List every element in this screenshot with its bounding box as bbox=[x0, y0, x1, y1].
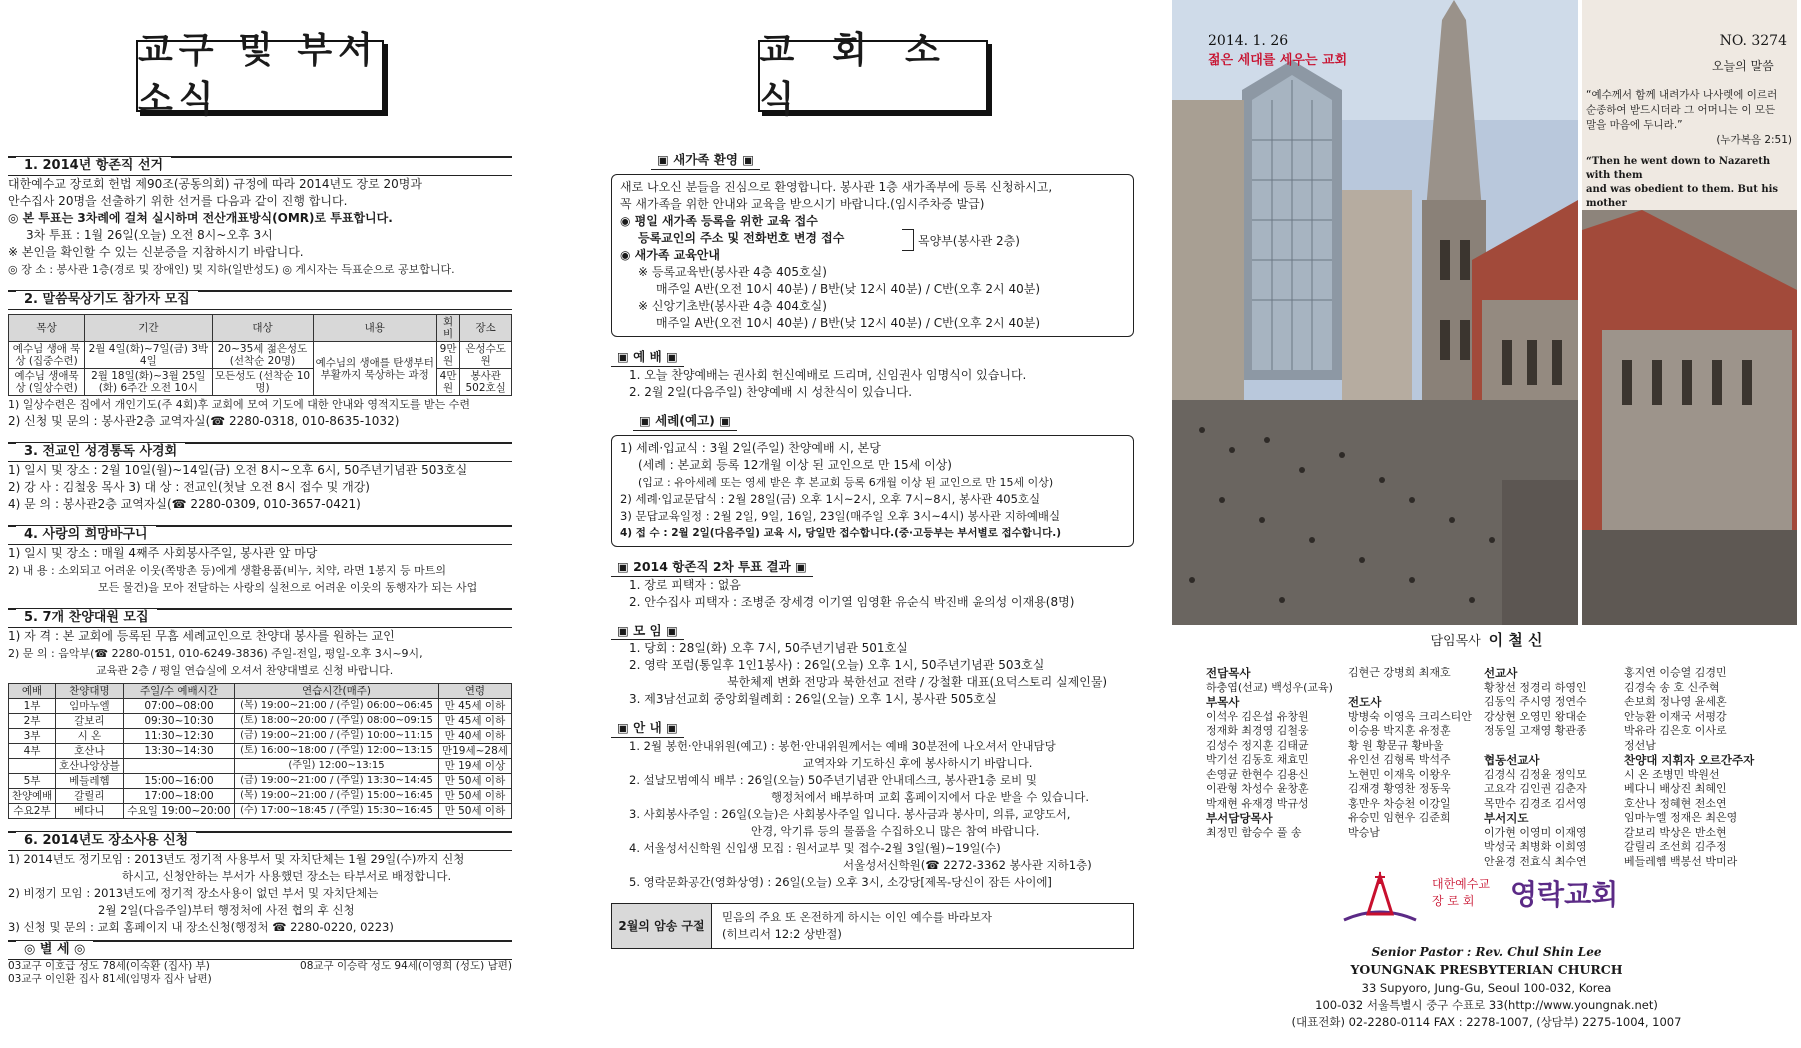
section-hope-basket: 4. 사랑의 희망바구니 1) 일시 및 장소 : 매월 4째주 사회봉사주일, 봉사관 앞 마당 2) 내 용 : 소외되고 어려운 이웃(쪽방촌 등)에게 생활용품(비누, 치약, 라면 1봉지 등 마트의 모든 물건)을 모아 전달하는 사랑의 실천으로 어려운 이웃의 동행자가 되는 사업 bbox=[8, 525, 512, 596]
church-photo bbox=[1172, 0, 1578, 625]
staff-line: 홍만우 차승천 이강일 bbox=[1348, 796, 1451, 810]
staff-line: 이석우 김은섭 유창원 bbox=[1206, 709, 1309, 723]
section-bible-reading: 3. 전교인 성경통독 사경회 1) 일시 및 장소 : 2월 10일(월)~14일(금) 오전 8시~오후 6시, 50주년기념관 503호실 2) 강 사 : 김철웅 목사 3) 대 상 : 전교인(첫날 오전 8시 접수 및 개강) 4) 문 의 : 봉사관2층 교역자실(☎ 2280-0309, 010-3657-0421) bbox=[8, 442, 512, 513]
staff-line: 박재현 유재경 박규성 bbox=[1206, 796, 1309, 810]
today-word-en: “Then he went down to Nazareth with them and was obedient to them. But his mother bbox=[1586, 156, 1779, 209]
staff-line: 전도사 bbox=[1348, 695, 1382, 709]
memory-verse-box bbox=[611, 903, 1134, 949]
staff-line: 노현민 이재욱 이왕우 bbox=[1348, 767, 1451, 781]
staff-line: 유인선 김형록 박석주 bbox=[1348, 753, 1451, 766]
staff-line: 방병숙 이영옥 크리스티안 bbox=[1348, 709, 1472, 723]
staff-line: 부서담당목사 bbox=[1206, 811, 1273, 825]
staff-line: 김경숙 송 호 신주혁 bbox=[1624, 680, 1720, 694]
slogan: 젊은 세대를 세우는 교회 bbox=[1208, 53, 1348, 68]
staff-line: 전담목사 bbox=[1206, 666, 1251, 680]
section-room-use: 6. 2014년도 장소사용 신청 1) 2014년도 정기모임 : 2013년도 정기적 사용부서 및 자치단체는 1월 29일(수)까지 신청 하시고, 신청안하는 부서가 사용했던 장소는 타부서로 배정합니다. 2) 비정기 모임 : 2013년도에 정기적 장소사용이 없던 부서 및 자치단체는 2월 2일(다음주일)부터 행정처에 사전 협의 후 신청 3) 신청 및 문의 : 교회 홈페이지 내 장소신청(행정처 ☎ 2280-0220, 0223) bbox=[8, 831, 512, 936]
staff-line: 고요각 김인권 김춘자 bbox=[1484, 782, 1587, 795]
section-title: 5. 7개 찬양대원 모집 bbox=[16, 609, 157, 627]
section-title: 3. 전교인 성경통독 사경회 bbox=[16, 443, 185, 461]
left-page-title: 교구 및 부서소식 bbox=[136, 40, 384, 112]
table-row: 3부 시 온 11:30~12:30 (금) 19:00~21:00 / (주일) 10:00~11:15 만 40세 이하 bbox=[9, 729, 512, 744]
staff-line: 임마누엘 정재은 최은영 bbox=[1624, 811, 1738, 824]
section-title: 6. 2014년도 장소사용 신청 bbox=[16, 832, 196, 850]
memory-verse-label: 2월의 암송 구절 bbox=[612, 904, 712, 948]
staff-line bbox=[1348, 681, 1472, 696]
table-row: 수요2부 베다니 수요일 19:00~20:00 (수) 17:00~18:45 / (주일) 15:30~16:45 만 50세 이하 bbox=[9, 804, 512, 819]
section-baptism: ▣ 세례(예고) ▣ 1) 세례·입교식 : 3월 2일(주일) 찬양예배 시, 본당 (세례 : 본교회 등록 12개월 이상 된 교인으로 만 15세 이상) (입교 : 유아세례 또는 영세 받은 후 본교회 등록 6개월 이상 된 교인으로 만 15세 이상) 2) 세례·입교문답식 : 2월 28일(금) 오후 1시~2시, 오후 7시~8시, 봉사관 405호실 3) 문답교육일정 : 2월 2일, 9일, 16일, 23일(매주일 오후 3시~4시) 봉사관 지하예배실 4) 접 수 : 2월 2일(다음주일) 교육 시, 당일만 접수합니다.(중·고등부는 부서별로 접수합니다.) bbox=[611, 401, 1134, 547]
section-welcome: ▣ 새가족 환영 ▣ 새로 나오신 분들을 진심으로 환영합니다. 봉사관 1층 새가족부에 등록 신청하시고, 꼭 새가족을 위한 안내와 교육을 받으시기 바랍니다.(임시주차증 발급) ◉ 평일 새가족 등록을 위한 교육 접수 등록교인의 주소 및 전화번호 변경 접수 ◉ 새가족 교육안내 ※ 등록교육반(봉사관 4층 405호실) 매주일 A반(오전 10시 40분) / B반(낮 12시 40분) / C반(오후 2시 40분) ※ 신앙기초반(봉사관 4층 404호실) 매주일 A반(오전 10시 40분) / B반(낮 12시 40분) / C반(오후 2시 40분) 목양부(봉사관 2층) bbox=[611, 152, 1134, 337]
church-building-illustration bbox=[1172, 0, 1578, 625]
section-meeting: ▣ 모 임 ▣ 1. 당회 : 28일(화) 오후 7시, 50주년기념관 501호실 2. 영락 포럼(통일후 1인1봉사) : 26일(오늘) 오후 1시, 50주년기념관 503호실 북한체제 변화 전망과 북한선교 전략 / 강철환 대표(요덕스토리 실제인물) 3. 제3남선교회 중앙회월례회 : 26일(오늘) 오후 1시, 봉사관 505호실 bbox=[611, 611, 1134, 709]
staff-list-2 bbox=[1348, 666, 1472, 840]
staff-line: 하충엽(선교) 백성우(교육) bbox=[1206, 680, 1333, 694]
staff-line: 목만수 김경조 김서영 bbox=[1484, 796, 1587, 810]
section-title: 1. 2014년 항존직 선거 bbox=[16, 157, 171, 175]
section-worship: ▣ 예 배 ▣ 1. 오늘 찬양예배는 권사회 헌신예배로 드리며, 신임권사 임명식이 있습니다. 2. 2월 2일(다음주일) 찬양예배 시 성찬식이 있습니다. bbox=[611, 337, 1134, 401]
choir-table: 예배 찬양대명 주일/수 예배시간 연습시간(매주) 연령 1부 임마누엘 07:00~08:00 (목) 19:00~21:00 / (주일) 06:00~06:45 만 45세 이하 2부 갈보리 09:30~10:30 (토) 18:00~20:00 / (주일) 08:00~09:15 만 45세 이하 3부 시 온 11:30~12:30 (금) 19:00~21:00 / (주일) 10:00~11:15 만 40세 이하 4부 호산나 13:30~14:30 (토) 16:00~18:00 / (주일) 12:00~13:15 만19세~28세 호산나앙상블 (주일) 12:00~13:15 만 19세 이상 5부 베들레헴 15:00~16:00 (금) 19:00~21:00 / (주일) 13:30~14:45 만 50세 이하 찬양예배 갈릴리 17:00~18:00 (목) 19:00~21:00 / (주일) 15:00~16:45 만 50세 이하 수요2부 베다니 수요일 19:00~20:00 (수) 17:00~18:45 / (주일) 15:30~16:45 만 50세 이하 bbox=[8, 683, 512, 819]
staff-line: 찬양대 지휘자 오르간주자 bbox=[1624, 753, 1755, 767]
section-notice: ▣ 안 내 ▣ 1. 2월 봉헌·안내위원(예고) : 봉헌·안내위원께서는 예배 30분전에 나오셔서 안내담당 교역자와 기도하신 후에 봉사하시기 바랍니다. 2. 설날모범예식 배부 : 26일(오늘) 50주년기념관 안내데스크, 봉사관1층 로비 및 행정처에서 배부하며 교회 홈페이지에서 다운 받을 수 있습니다. 3. 사회봉사주일 : 26일(오늘)은 사회봉사주일 입니다. 봉사금과 봉사미, 의류, 교양도서, 안경, 악기류 등의 물품을 수집하오니 많은 참여 바랍니다. 4. 서울성서신학원 신입생 모집 : 원서교부 및 접수-2월 3일(월)~19일(수) 서울성서신학원(☎ 2272-3362 봉사관 지하1층) 5. 영락문화공간(영화상영) : 26일(오늘) 오후 3시, 소강당[제목-당신이 잠든 사이에] bbox=[611, 708, 1134, 891]
table-row: 찬양예배 갈릴리 17:00~18:00 (목) 19:00~21:00 / (주일) 15:00~16:45 만 50세 이하 bbox=[9, 789, 512, 804]
staff-line: 김동익 주시영 정연수 bbox=[1484, 695, 1587, 708]
section-title: 2. 말씀묵상기도 참가자 모집 bbox=[16, 291, 198, 309]
table-row: 4부 호산나 13:30~14:30 (토) 16:00~18:00 / (주일) 12:00~13:15 만19세~28세 bbox=[9, 744, 512, 759]
staff-line: 김재경 황영찬 정동욱 bbox=[1348, 782, 1451, 795]
staff-line: 정재화 최경영 김철웅 bbox=[1206, 724, 1309, 737]
section-obituary: ◎ 별 세 ◎ 03교구 이호급 성도 78세(이숙환 (집사) 부) 03교구 이인환 집사 81세(임명자 집사 남편) 08교구 이승락 성도 94세(이영희 (성도) 남편) bbox=[8, 942, 512, 985]
staff-line: 김경식 김정윤 정익모 bbox=[1484, 767, 1587, 781]
staff-line: 박기선 김동호 채효민 bbox=[1206, 753, 1309, 766]
church-english-info: Senior Pastor : Rev. Chul Shin Lee YOUNGNAK PRESBYTERIAN CHURCH bbox=[1350, 945, 1623, 977]
staff-line: 갈릴리 조선희 김주정 bbox=[1624, 840, 1727, 853]
table-row: 예수님 생애 묵상 (집중수련) 2월 4일(화)~7일(금) 3박 4일 20~35세 젊은성도 (선착순 20명) 예수님의 생애를 탄생부터 부활까지 묵상하는 과정 9만원 은성수도원 bbox=[9, 342, 512, 369]
middle-page-title: 교회소식 bbox=[758, 40, 988, 112]
church-emblem-icon bbox=[1340, 870, 1420, 926]
staff-line: 베다니 배상진 최혜인 bbox=[1624, 782, 1727, 795]
staff-line: 강상현 오영민 왕대순 bbox=[1484, 709, 1587, 723]
middle-column bbox=[605, 0, 1140, 1048]
staff-line: 호산나 정혜현 전소연 bbox=[1624, 796, 1727, 810]
staff-line: 최정민 함승수 풀 송 bbox=[1206, 825, 1302, 839]
staff-line: 정선남 bbox=[1624, 738, 1656, 752]
staff-line: 김성수 정지훈 김태균 bbox=[1206, 738, 1309, 752]
staff-line: 김현근 강병희 최재호 bbox=[1348, 666, 1451, 679]
cover-photo-side bbox=[1582, 210, 1797, 625]
word-panel bbox=[1582, 0, 1797, 625]
staff-line: 협동선교사 bbox=[1484, 753, 1540, 767]
staff-line: 부목사 bbox=[1206, 695, 1240, 709]
section-election: 1. 2014년 항존직 선거 대한예수교 장로회 헌법 제90조(공동의회) 규정에 따라 2014년도 장로 20명과 안수집사 20명을 선출하기 위한 선거를 다음과 같이 진행 합니다. ◎ 본 투표는 3차례에 걸쳐 실시하며 전산개표방식(OMR)로 투표합니다. 3차 투표 : 1월 26일(오늘) 오전 8시~오후 3시 ※ 본인을 확인할 수 있는 신분증을 지참하시기 바랍니다. ◎ 장 소 : 봉사관 1층(경로 및 장애인) 및 지하(일반성도) ◎ 게시자는 득표순으로 공보합니다. bbox=[8, 156, 512, 278]
staff-line: 정동일 고재영 황관종 bbox=[1484, 724, 1587, 737]
table-row: 2부 갈보리 09:30~10:30 (토) 18:00~20:00 / (주일) 08:00~09:15 만 45세 이하 bbox=[9, 714, 512, 729]
table-row: 예수님 생애묵상 (일상수련) 2월 18일(화)~3월 25일(화) 6주간 오전 10시 모든성도 (선착순 10명) 4만원 봉사관 502호실 bbox=[9, 369, 512, 396]
staff-list-4 bbox=[1624, 666, 1754, 869]
bulletin-date: 2014. 1. 26 bbox=[1208, 33, 1289, 49]
staff-line: 안윤경 전효식 최수연 bbox=[1484, 854, 1587, 868]
cover-column bbox=[1172, 0, 1801, 1048]
staff-list-1 bbox=[1206, 666, 1333, 840]
bulletin-number: NO. 3274 bbox=[1719, 33, 1787, 49]
welcome-title: ▣ 새가족 환영 ▣ bbox=[651, 152, 760, 170]
staff-list-3 bbox=[1484, 666, 1587, 869]
staff-line: 박유라 김은호 이사로 bbox=[1624, 724, 1727, 737]
staff-line: 이가현 이영미 이재영 bbox=[1484, 825, 1587, 839]
prayer-table: 목상 기간 대상 내용 회비 장소 예수님 생애 묵상 (집중수련) 2월 4일(화)~7일(금) 3박 4일 20~35세 젊은성도 (선착순 20명) 예수님의 생애를 탄생부터 부활까지 묵상하는 과정 9만원 은성수도원 예수님 생애묵상 (일상수련) 2월 18일(화)~3월 25일(화) 6주간 오전 10시 모든성도 (선착순 10명) 4만원 봉사관 502호실 bbox=[8, 314, 512, 396]
staff-line: 손보희 정나영 윤세혼 bbox=[1624, 695, 1727, 708]
staff-line: 안능환 이재국 서평강 bbox=[1624, 709, 1727, 723]
staff-line: 베들레헴 백봉선 박미라 bbox=[1624, 854, 1738, 868]
section-title: ◎ 별 세 ◎ bbox=[16, 941, 93, 959]
welcome-side-note: 목양부(봉사관 2층) bbox=[918, 233, 1020, 248]
staff-line: 선교사 bbox=[1484, 666, 1518, 680]
staff-line: 홍지연 이승열 김경민 bbox=[1624, 666, 1727, 679]
section-prayer: 2. 말씀묵상기도 참가자 모집 목상 기간 대상 내용 회비 장소 예수님 생애 묵상 (집중수련) 2월 4일(화)~7일(금) 3박 4일 20~35세 젊은성도 (선착순 20명) 예수님의 생애를 탄생부터 부활까지 묵상하는 과정 9만원 은성수도원 예수님 생애묵상 (일상수련) 2월 18일(화)~3월 25일(화) 6주간 오전 10시 모든성도 (선착순 10명) 4만원 봉사관 502호실 1) 일상수련은 집에서 개인기도(주 4회)후 교회에 모여 기도에 대한 안내와 영적지도를 받는 수련 2) 신청 및 문의 : 봉사관2층 교역자실(☎ 2280-0318, 010-8635-1032) bbox=[8, 290, 512, 430]
staff-line: 박성국 최병화 이희영 bbox=[1484, 840, 1587, 853]
memory-verse-ref: (히브리서 12:2 상반절) bbox=[722, 927, 842, 942]
staff-line: 박승남 bbox=[1348, 825, 1380, 839]
staff-line: 부서지도 bbox=[1484, 811, 1529, 825]
staff-line: 이관형 차성수 윤창훈 bbox=[1206, 782, 1309, 795]
staff-line: 이승용 박지훈 유정훈 bbox=[1348, 724, 1451, 737]
section-vote-result: ▣ 2014 항존직 2차 투표 결과 ▣ 1. 장로 피택자 : 없음 2. 안수집사 피택자 : 조병준 장세경 이기열 임영환 유순식 박진배 윤의성 이재용(8명) bbox=[611, 547, 1134, 611]
staff-line: 갈보리 박상은 반소현 bbox=[1624, 825, 1727, 839]
section-choir: 5. 7개 찬양대원 모집 1) 자 격 : 본 교회에 등록된 무흠 세례교인으로 찬양대 봉사를 원하는 교인 2) 문 의 : 음악부(☎ 2280-0151, 010-6249-3836) 주일-전일, 평일-오후 3시~9시, 교육관 2층 / 평일 연습실에 오셔서 찬양대별로 신청 바랍니다. 예배 찬양대명 주일/수 예배시간 연습시간(매주) 연령 1부 임마누엘 07:00~08:00 (목) 19:00~21:00 / (주일) 06:00~06:45 만 45세 이하 2부 갈보리 09:30~10:30 (토) 18:00~20:00 / (주일) 08:00~09:15 만 45세 이하 3부 시 온 11:30~12:30 (금) 19:00~21:00 / (주일) 10:00~11:15 만 40세 이하 4부 호산나 13:30~14:30 (토) 16:00~18:00 / (주일) 12:00~13:15 만19세~28세 호산나앙상블 (주일) 12:00~13:15 만 19세 이상 5부 베들레헴 15:00~16:00 (금) 19:00~21:00 / (주일) 13:30~14:45 만 50세 이하 찬양예배 갈릴리 17:00~18:00 (목) 19:00~21:00 / (주일) 15:00~16:45 만 50세 이하 수요2부 베다니 수요일 19:00~20:00 (수) 17:00~18:45 / (주일) 15:30~16:45 만 50세 이하 bbox=[8, 608, 512, 819]
staff-line: 손영균 한현수 김용신 bbox=[1206, 767, 1309, 781]
staff-line: 유승민 임현우 김준희 bbox=[1348, 811, 1451, 824]
table-row: 5부 베들레헴 15:00~16:00 (금) 19:00~21:00 / (주일) 13:30~14:45 만 50세 이하 bbox=[9, 774, 512, 789]
staff-line bbox=[1484, 739, 1587, 754]
senior-pastor: 담임목사 이 철 신 bbox=[1430, 631, 1543, 649]
staff-line: 시 온 조병민 박원선 bbox=[1624, 767, 1720, 781]
staff-line: 황 원 황문규 황바울 bbox=[1348, 738, 1444, 752]
today-word-title: 오늘의 말씀 bbox=[1712, 59, 1774, 73]
left-column bbox=[0, 0, 520, 1048]
today-word-ko: “예수께서 함께 내려가사 나사렛에 이르러 순종하여 받드시더라 그 어머니는 이 모든 말을 마음에 두니라.” (누가복음 2:51) bbox=[1586, 89, 1792, 146]
memory-verse-text: 믿음의 주요 또 온전하게 하시는 이인 예수를 바라보자 bbox=[722, 910, 992, 925]
table-row: 1부 임마누엘 07:00~08:00 (목) 19:00~21:00 / (주일) 06:00~06:45 만 45세 이하 bbox=[9, 699, 512, 714]
table-row: 호산나앙상블 (주일) 12:00~13:15 만 19세 이상 bbox=[9, 759, 512, 774]
staff-line: 황창선 정경리 하영인 bbox=[1484, 680, 1587, 694]
church-address: 33 Supyoro, Jung-Gu, Seoul 100-032, Korea 100-032 서울특별시 중구 수표로 33(http://www.youngnak.net) (대표전화) 02-2280-0114 FAX : 2278-1007, (상담부) 2275-1004, 1007 bbox=[1291, 981, 1682, 1029]
section-title: 4. 사랑의 희망바구니 bbox=[16, 526, 156, 544]
church-logo: 대한예수교 장 로 회 영락교회 bbox=[1340, 870, 1670, 930]
